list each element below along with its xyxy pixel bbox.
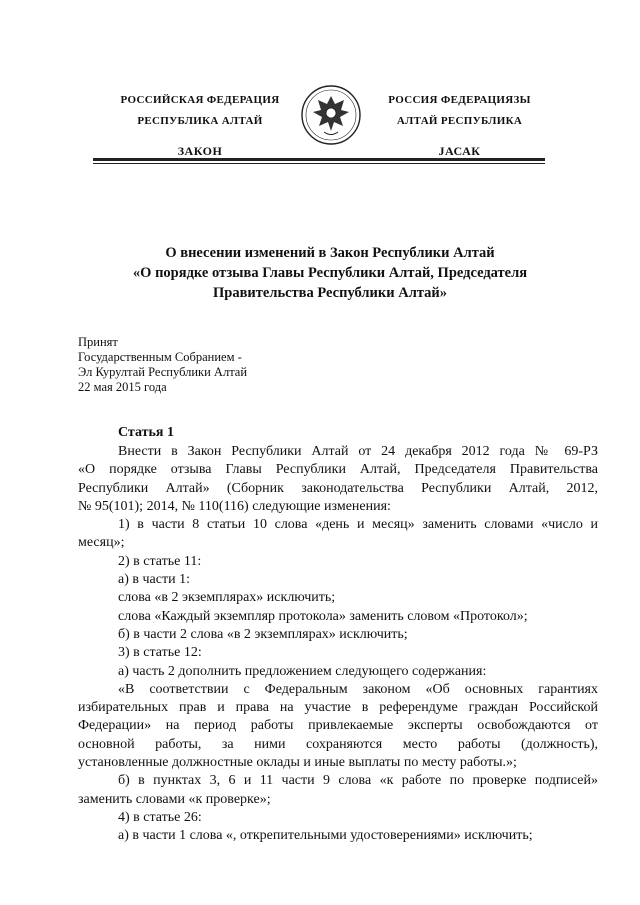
- body-line: 1) в части 8 статьи 10 слова «день и месяц» заменить словами «число и: [118, 517, 598, 533]
- body-line: месяц»;: [78, 535, 125, 551]
- header-law-ru: ЗАКОН: [177, 144, 223, 158]
- header-right: [377, 90, 542, 162]
- title-line-1: О внесении изменений в Закон Республики Алтай: [165, 245, 495, 261]
- header-republic-alt: АЛТАЙ РЕСПУБЛИКА: [396, 115, 523, 127]
- header-law-alt: JАСАК: [438, 144, 481, 158]
- body-line: Республики Алтай» (Сборник законодательства Республики Алтай, 2012,: [78, 480, 598, 496]
- body-line: слова «в 2 экземплярах» исключить;: [118, 590, 336, 606]
- body-line: «О порядке отзыва Главы Республики Алтай, Председателя Правительства: [78, 462, 598, 478]
- title-line-2: «О порядке отзыва Главы Республики Алтай, Председателя: [132, 265, 528, 281]
- body-line: а) в части 1 слова «, открепительными удостоверениями» исключить;: [118, 828, 533, 844]
- body-line: а) часть 2 дополнить предложением следующего содержания:: [118, 663, 487, 679]
- body-line: б) в части 2 слова «в 2 экземплярах» исключить;: [118, 626, 408, 642]
- body-line: избирательных прав и права на участие в референдуме граждан Российской: [78, 700, 598, 716]
- adopted-line-1: Принят: [78, 335, 118, 349]
- body-line: а) в части 1:: [118, 572, 190, 588]
- body-line: установленные должностные оклады и иные выплаты по месту работы.»;: [78, 755, 517, 771]
- header-divider-thin: [93, 163, 545, 164]
- adopted-line-2: Государственным Собранием -: [78, 350, 242, 364]
- body-line: 3) в статье 12:: [118, 645, 202, 661]
- article-heading: Статья 1: [118, 425, 174, 440]
- body-line: № 95(101); 2014, № 110(116) следующие изменения:: [78, 498, 391, 514]
- header-country-ru: РОССИЙСКАЯ ФЕДЕРАЦИЯ: [120, 94, 280, 106]
- body-line: заменить словами «к проверке»;: [78, 791, 271, 807]
- header-left: [120, 90, 280, 162]
- body-line: Внести в Закон Республики Алтай от 24 декабря 2012 года № 69-РЗ: [118, 444, 598, 459]
- adoption-note: [78, 335, 247, 395]
- body-line: основной работы, за ними сохраняются место работы (должность),: [78, 736, 598, 752]
- header-country-alt: РОССИЯ ФЕДЕРАЦИЯЗЫ: [388, 94, 531, 106]
- body-line: слова «Каждый экземпляр протокола» заменить словом «Протокол»;: [118, 608, 528, 624]
- header-divider-thick: [93, 158, 545, 161]
- header-republic-ru: РЕСПУБЛИКА АЛТАЙ: [137, 115, 263, 127]
- title-line-3: Правительства Республики Алтай»: [212, 285, 447, 301]
- body-line: «В соответствии с Федеральным законом «Об основных гарантиях: [118, 681, 598, 697]
- article-body: [78, 443, 598, 846]
- coat-of-arms-emblem-icon: [300, 84, 362, 146]
- body-line: б) в пунктах 3, 6 и 11 части 9 слова «к работе по проверке подписей»: [118, 773, 598, 789]
- adopted-line-3: Эл Курултай Республики Алтай: [78, 365, 248, 379]
- adopted-date: 22 мая 2015 года: [78, 380, 167, 394]
- body-line: Федерации» на период работы привлекаемые эксперты освобождаются от: [78, 718, 598, 734]
- document-title: [80, 243, 580, 303]
- body-line: 2) в статье 11:: [118, 553, 202, 569]
- body-line: 4) в статье 26:: [118, 809, 202, 825]
